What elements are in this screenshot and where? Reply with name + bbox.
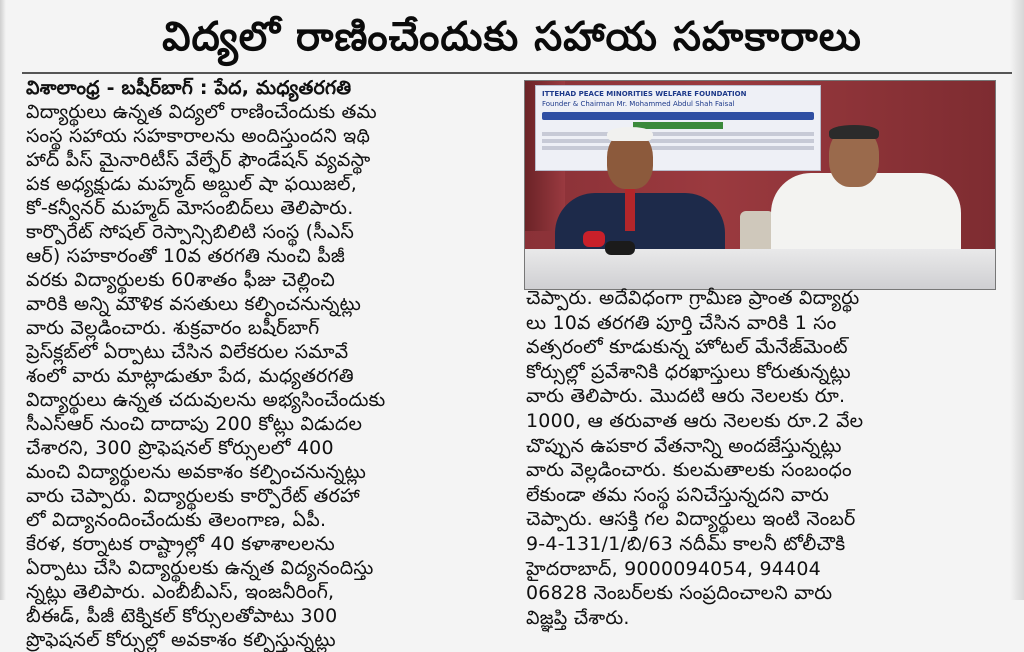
article-line: కో-కన్వీనర్ మహ్మద్ మోసంబిద్‌లు తెలిపారు. [26, 197, 354, 219]
headline-rule [22, 72, 1012, 74]
banner-stripe [542, 112, 814, 120]
article-line: 06828 నెంబర్‌లకు సంప్రదించాలని వారు [526, 582, 833, 605]
article-line: కోర్సుల్లో ప్రవేశానికి ధరఖాస్తులు కోరుతున్నట్లు [526, 360, 851, 383]
article-line: బీఈడ్, పీజీ టెక్నికల్ కోర్సులతోపాటు 300 [26, 605, 338, 627]
article-line: వత్సరంలో కూడుకున్న హోటల్ మేనేజ్‌మెంట్ [526, 336, 848, 359]
article-line: చెప్పారు. అదేవిధంగా గ్రామీణ ప్రాంత విద్యార్థు [526, 287, 860, 309]
article-line: ప్రెస్‌క్లబ్‌లో ఏర్పాటు చేసిన విలేకరుల సమావే [26, 341, 349, 363]
banner-title: ITTEHAD PEACE MINORITIES WELFARE FOUNDATION [542, 90, 747, 98]
article-line: విశాలాంధ్ర - బషీర్‌బాగ్ : పేద, మధ్యతరగతి [26, 77, 352, 99]
article-line: వరకు విద్యార్థులకు 60శాతం ఫీజు చెల్లించి [26, 269, 336, 291]
article-column-right [526, 286, 996, 629]
banner-text-line [542, 146, 814, 150]
article-line: వారు వెల్లడించారు. శుక్రవారం బషీర్‌బాగ్ [26, 317, 320, 339]
article-line: పక అధ్యక్షుడు మహ్మద్ అబ్దుల్ షా ఫయిజల్, [26, 173, 357, 195]
scan-edge-left [0, 0, 6, 600]
article-line: హాద్ పీస్ మైనారిటీస్ వేల్ఫేర్ ఫౌండేషన్ వ్యవస్థా [26, 149, 371, 171]
banner-subtitle: Founder & Chairman Mr. Mohammed Abdul Shah Faisal [542, 100, 735, 108]
article-line: చొప్పున ఉపకార వేతనాన్ని అందజేస్తున్నట్లు [526, 434, 842, 457]
article-line: వారు చెప్పారు. విద్యార్థులకు కార్పొరేట్ తరహా [26, 485, 360, 507]
article-line: విద్యార్థులు ఉన్నత విద్యలో రాణించేందుకు తమ [26, 101, 377, 123]
article-line: కేరళ, కర్నాటక రాష్ట్రాల్లో 40 కళాశాలలను [26, 533, 335, 555]
article-column-left [26, 76, 516, 651]
article-line: హైదరాబాద్, 9000094054, 94404 [526, 557, 821, 580]
article-line: 9-4-131/1/బి/63 నదీమ్ కాలనీ టోలీచౌకి [526, 532, 846, 555]
speaker-cap [607, 127, 653, 141]
article-line: విజ్ఞప్తి చేశారు. [526, 606, 630, 629]
article-line: శంలో వారు మాట్లాడుతూ పేద, మధ్యతరగతి [26, 365, 354, 387]
microphone-icon [583, 231, 605, 247]
news-photo [524, 80, 996, 290]
article-line: న్నట్లు తెలిపారు. ఎంబీబీఎస్, ఇంజనీరింగ్, [26, 581, 335, 603]
article-line: ఏర్పాటు చేసి విద్యార్థులకు ఉన్నత విద్యనందిస్తు [26, 557, 374, 579]
article-line: వారు తెలిపారు. మొదటి ఆరు నెలలకు రూ. [526, 385, 846, 408]
article-line: లేకుండా తమ సంస్థ పనిచేస్తున్నదని వారు [526, 483, 830, 506]
article-line: చేశారని, 300 ప్రొఫెషనల్ కోర్సులలో 400 [26, 437, 334, 459]
article-line: వారు వెల్లడించారు. కులమతాలకు సంబంధం [526, 459, 852, 482]
banner-text-line [542, 139, 814, 143]
article-line: ఆర్) సహకారంతో 10వ తరగతి నుంచి పీజీ [26, 245, 346, 267]
second-man-hair [829, 125, 879, 139]
headline: విద్యలో రాణించేందుకు సహాయ సహకారాలు [162, 14, 862, 60]
banner-green-bar [633, 122, 723, 129]
article-line: చెప్పారు. ఆసక్తి గల విద్యార్థులు ఇంటి నెంబర్ [526, 508, 856, 531]
article-line: ప్రొఫెషనల్ కోర్సుల్లో అవకాశం కల్పిస్తున్నట్లు [26, 629, 336, 651]
article-line: సంస్థ సహాయ సహకారాలను అందిస్తుందని ఇథి [26, 125, 371, 147]
event-banner [535, 85, 821, 171]
article-line: లో విద్యానందించేందుకు తెలంగాణ, ఏపీ. [26, 509, 327, 531]
scan-edge-right [1010, 0, 1024, 600]
press-table [525, 249, 995, 289]
article-line: వారికి అన్ని మౌళిక వసతులు కల్పించనున్నట్లు [26, 293, 362, 315]
speaker-tie [625, 187, 635, 231]
article-line: లు 10వ తరగతి పూర్తి చేసిన వారికి 1 సం [526, 311, 837, 334]
article-line: మంచి విద్యార్థులను అవకాశం కల్పించనున్నట్లు [26, 461, 366, 483]
microphone-icon [605, 241, 635, 255]
article-line: 1000, ఆ తరువాత ఆరు నెలలకు రూ.2 వేల [526, 409, 864, 432]
article-line: విద్యార్థులు ఉన్నత చదువులను అభ్యసించేందుకు [26, 389, 386, 411]
article-line: కార్పొరేట్ సోషల్ రెస్పాన్సిబిలిటి సంస్థ (సీఎస్ [26, 221, 355, 243]
banner-text-line [542, 132, 814, 136]
article-line: సీఎస్‌ఆర్ నుంచి దాదాపు 200 కోట్లు విడుదల [26, 413, 363, 435]
